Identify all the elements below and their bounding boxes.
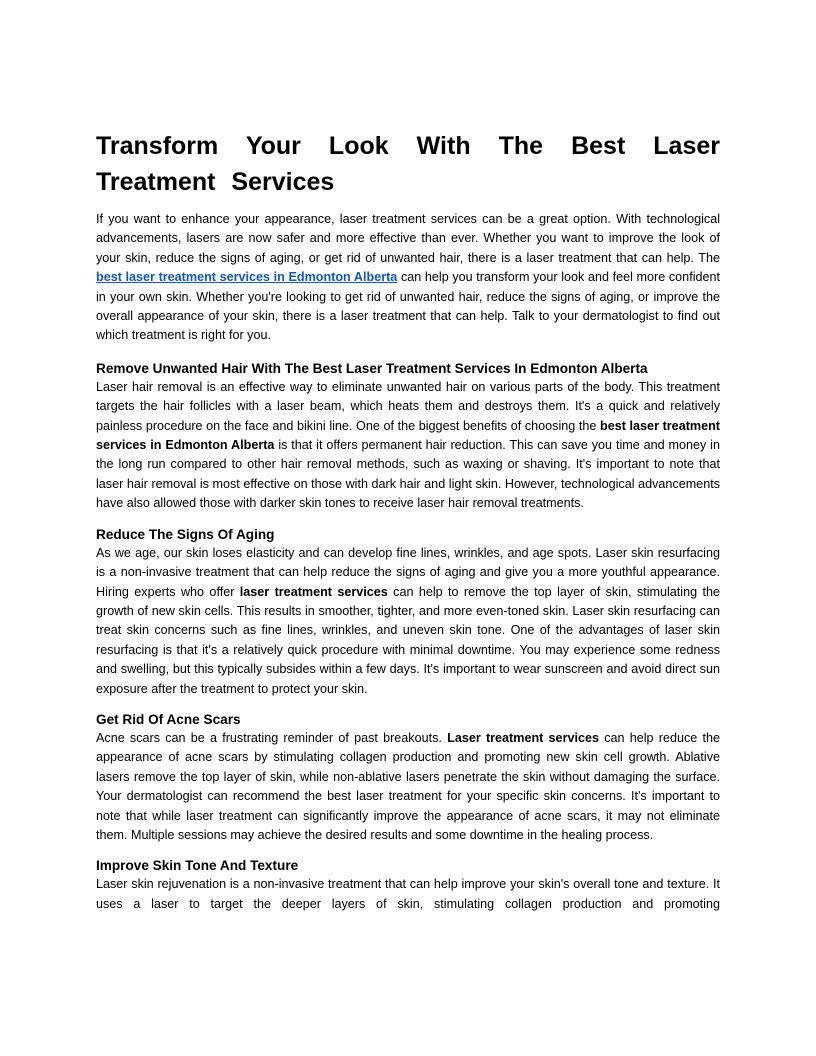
bold-phrase: laser treatment services [239,584,388,599]
section-heading-acne-scars: Get Rid Of Acne Scars [96,711,241,727]
document-content [96,128,720,914]
bold-phrase: best laser treatment services in Edmonton Alberta [96,418,720,453]
section-paragraph-hair-removal [96,378,720,514]
section-heading-skin-tone: Improve Skin Tone And Texture [96,858,299,874]
paragraph-text: Acne scars can be a frustrating reminder of past breakouts. [96,730,448,745]
paragraph-text: can help reduce the appearance of acne scars by stimulating collagen production and promoting new skin cell growth. Ablative lasers remove the top layer of skin, while non-ablative lasers penetrate the skin without damaging the surface. Your dermatologist can recommend the best laser treatment for your specific skin concerns. It's important to note that while laser treatment can significantly improve the appearance of acne scars, it may not eliminate them. Multiple sessions may achieve the desired results and some downtime in the healing process. [96,730,720,842]
intro-text-before: If you want to enhance your appearance, laser treatment services can be a great option. With technological advancements, lasers are now safer and more effective than ever. Whether you want to improve the look of your skin, reduce the signs of aging, or get rid of unwanted hair, there is a laser treatment that can help. The [96,212,720,265]
bold-phrase: Laser treatment services [447,730,599,745]
paragraph-text: Laser hair removal is an effective way to eliminate unwanted hair on various parts of the body. This treatment targets the hair follicles with a laser beam, which heats them and destroys them. It's a quick and relatively painless procedure on the face and bikini line. One of the biggest benefits of choosing the [96,379,720,433]
paragraph-text: is that it offers permanent hair reduction. This can save you time and money in the long run compared to other hair removal methods, such as waxing or shaving. It's important to note that laser hair removal is most effective on those with dark hair and light skin. However, technological advancements have also allowed those with darker skin tones to receive laser hair removal treatments. [96,438,720,511]
page-title: Transform Your Look With The Best Laser Treatment Services [96,132,720,196]
intro-paragraph [96,210,720,346]
intro-text-after: can help you transform your look and feel more confident in your own skin. Whether you're looking to get rid of unwanted hair, reduce the signs of aging, or improve the overall appearance of your skin, there is a laser treatment that can help. Talk to your dermatologist to find out which treatment is right for you. [96,270,720,343]
section-heading-aging: Reduce The Signs Of Aging [96,526,275,542]
section-paragraph-aging [96,544,720,699]
paragraph-text: can help to remove the top layer of skin, stimulating the growth of new skin cells. This results in smoother, tighter, and more even-toned skin. Laser skin resurfacing can treat skin concerns such as fine lines, wrinkles, and uneven skin tone. One of the advantages of laser skin resurfacing is that it's a relatively quick procedure with minimal downtime. You may experience some redness and swelling, but this typically subsides within a few days. It's important to wear sunscreen and avoid direct sun exposure after the treatment to protect your skin. [96,584,720,696]
section-paragraph-skin-tone [96,875,720,914]
paragraph-text: As we age, our skin loses elasticity and can develop fine lines, wrinkles, and age spots. Laser skin resurfacing is a non-invasive treatment that can help reduce the signs of aging and give you a more youthful appearance. Hiring experts who offer [96,545,720,599]
section-heading-hair-removal: Remove Unwanted Hair With The Best Laser Treatment Services In Edmonton Alberta [96,360,648,376]
paragraph-text: Laser skin rejuvenation is a non-invasive treatment that can help improve your skin's overall tone and texture. It uses a laser to target the deeper layers of skin, stimulating collagen production and promoting [96,877,720,911]
section-paragraph-acne-scars [96,729,720,845]
edmonton-laser-link[interactable]: best laser treatment services in Edmonton Alberta [96,270,398,285]
